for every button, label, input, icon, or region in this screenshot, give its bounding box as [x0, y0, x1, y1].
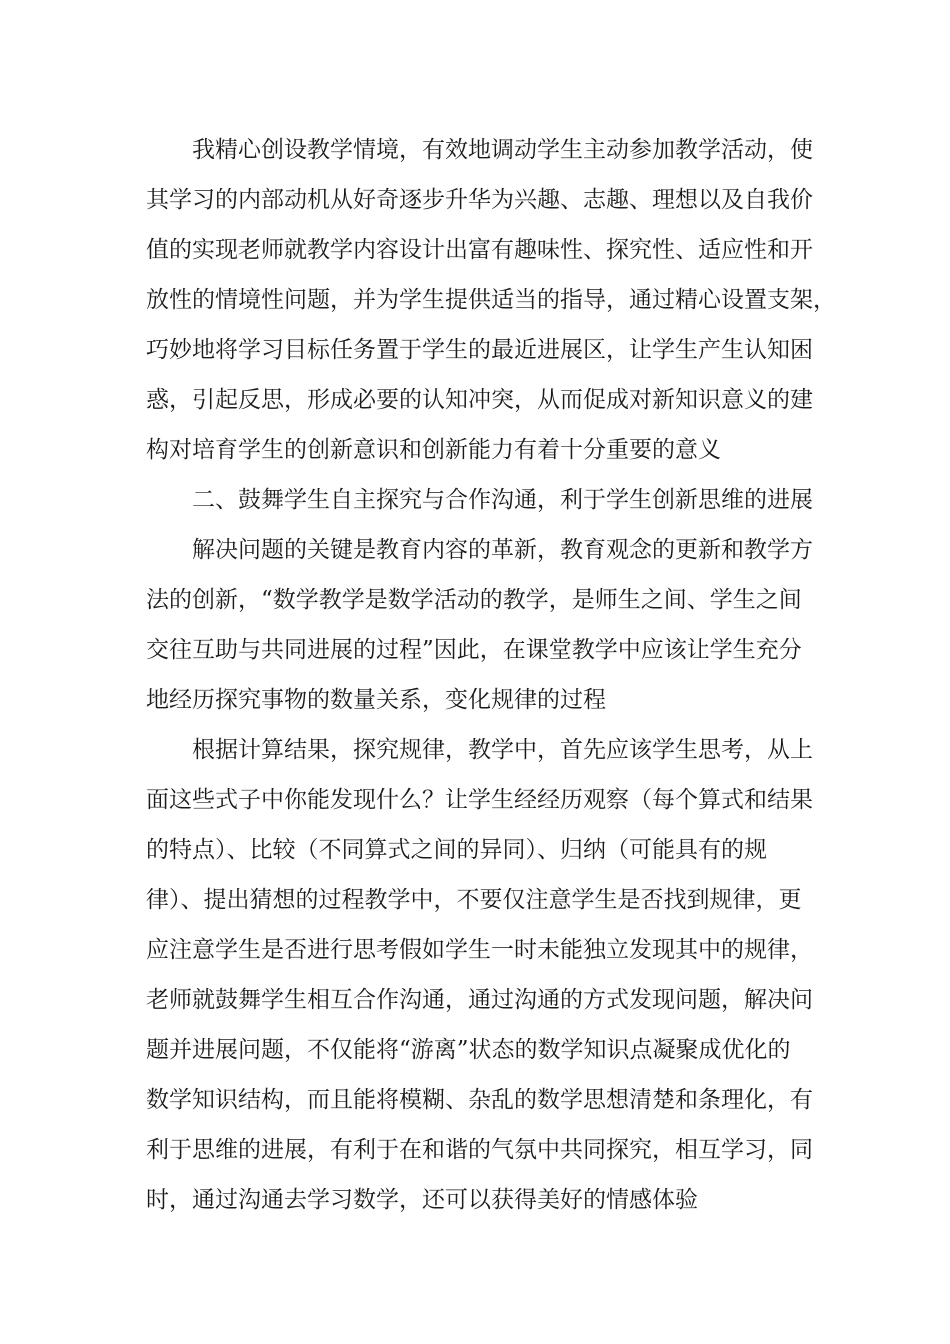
- text-line: 法的创新，“数学教学是数学活动的教学，是师生之间、学生之间: [146, 587, 802, 613]
- text-line: 解决问题的关键是教育内容的革新，教育观念的更新和教学方: [192, 537, 813, 563]
- text-line: 我精心创设教学情境，有效地调动学生主动参加教学活动，使: [192, 137, 813, 163]
- text-line: 面这些式子中你能发现什么？让学生经经历观察（每个算式和结果: [146, 787, 813, 813]
- text-line: 巧妙地将学习目标任务置于学生的最近进展区，让学生产生认知困: [146, 337, 813, 363]
- text-line: 老师就鼓舞学生相互合作沟通，通过沟通的方式发现问题，解决问: [146, 987, 813, 1013]
- text-line: 交往互助与共同进展的过程”因此，在课堂教学中应该让学生充分: [146, 637, 802, 663]
- text-line: 应注意学生是否进行思考假如学生一时未能独立发现其中的规律，: [146, 937, 813, 963]
- text-line: 值的实现老师就教学内容设计出富有趣味性、探究性、适应性和开: [146, 237, 813, 263]
- text-line: 题并进展问题，不仅能将“游离”状态的数学知识点凝聚成优化的: [146, 1037, 791, 1063]
- paragraph-situation-design: [146, 125, 836, 475]
- text-line: 其学习的内部动机从好奇逐步升华为兴趣、志趣、理想以及自我价: [146, 187, 813, 213]
- document-body: [146, 125, 836, 1225]
- text-line: 根据计算结果，探究规律，教学中，首先应该学生思考，从上: [192, 737, 813, 763]
- heading-line: 二、鼓舞学生自主探究与合作沟通，利于学生创新思维的进展: [192, 487, 813, 513]
- section-heading-2: [146, 475, 818, 525]
- text-line: 放性的情境性问题，并为学生提供适当的指导，通过精心设置支架，: [146, 287, 836, 313]
- text-line: 时，通过沟通去学习数学，还可以获得美好的情感体验: [146, 1187, 698, 1213]
- paragraph-explore-rules: [146, 725, 818, 1225]
- text-line: 利于思维的进展，有利于在和谐的气氛中共同探究，相互学习，同: [146, 1137, 813, 1163]
- paragraph-education-reform: [146, 525, 818, 725]
- text-line: 构对培育学生的创新意识和创新能力有着十分重要的意义: [146, 437, 721, 463]
- text-line: 律）、提出猜想的过程教学中，不要仅注意学生是否找到规律，更: [146, 887, 802, 913]
- text-line: 惑，引起反思，形成必要的认知冲突，从而促成对新知识意义的建: [146, 387, 813, 413]
- text-line: 的特点）、比较（不同算式之间的异同）、归纳（可能具有的规: [146, 837, 767, 863]
- text-line: 数学知识结构，而且能将模糊、杂乱的数学思想清楚和条理化，有: [146, 1087, 813, 1113]
- text-line: 地经历探究事物的数量关系，变化规律的过程: [146, 687, 606, 713]
